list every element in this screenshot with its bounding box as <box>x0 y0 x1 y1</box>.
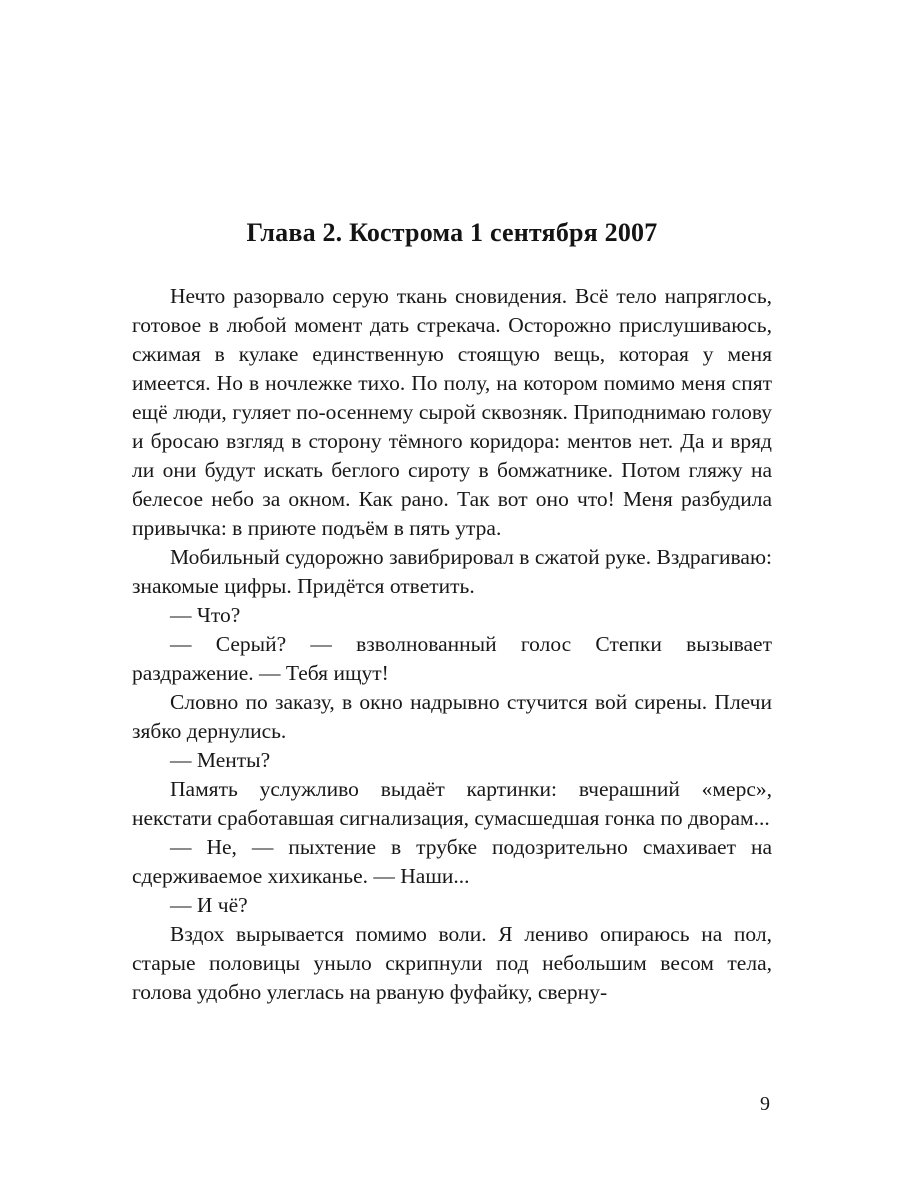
paragraph: Память услужливо выдаёт картинки: вчерашний «мерс», некстати сработавшая сигнализация, сумасшедшая гонка по дворам... <box>132 777 772 830</box>
body-text <box>132 282 772 1007</box>
dialogue-paragraph: — Что? <box>170 603 241 627</box>
dialogue-paragraph: — И чё? <box>170 893 248 917</box>
paragraph: Нечто разорвало серую ткань сновидения. Всё тело напряглось, готовое в любой момент дать стрекача. Осторожно прислушиваюсь, сжимая в кулаке единственную стоящую вещь, которая у меня имеется. Но в ночлежке тихо. По полу, на котором помимо меня спят ещё люди, гуляет по-осеннему сырой сквозняк. Приподнимаю голову и бросаю взгляд в сторону тёмного коридора: ментов нет. Да и вряд ли они будут искать беглого сироту в бомжатнике. Потом гляжу на белесое небо за окном. Как рано. Так вот оно что! Меня разбудила привычка: в приюте подъём в пять утра. <box>132 284 772 540</box>
dialogue-paragraph: — Менты? <box>170 748 271 772</box>
dialogue-paragraph: — Не, — пыхтение в трубке подозрительно смахивает на сдерживаемое хихиканье. — Наши... <box>132 835 772 888</box>
paragraph: Вздох вырывается помимо воли. Я лениво опираюсь на пол, старые половицы уныло скрипнули под небольшим весом тела, голова удобно улеглась на рваную фуфайку, сверну- <box>132 922 772 1004</box>
dialogue-paragraph: — Серый? — взволнованный голос Степки вызывает раздражение. — Тебя ищут! <box>132 632 772 685</box>
paragraph: Словно по заказу, в окно надрывно стучится вой сирены. Плечи зябко дернулись. <box>132 690 772 743</box>
paragraph: Мобильный судорожно завибрировал в сжатой руке. Вздрагиваю: знакомые цифры. Придётся ответить. <box>132 545 772 598</box>
page-number: 9 <box>760 1093 770 1115</box>
chapter-title: Глава 2. Кострома 1 сентября 2007 <box>246 218 658 247</box>
